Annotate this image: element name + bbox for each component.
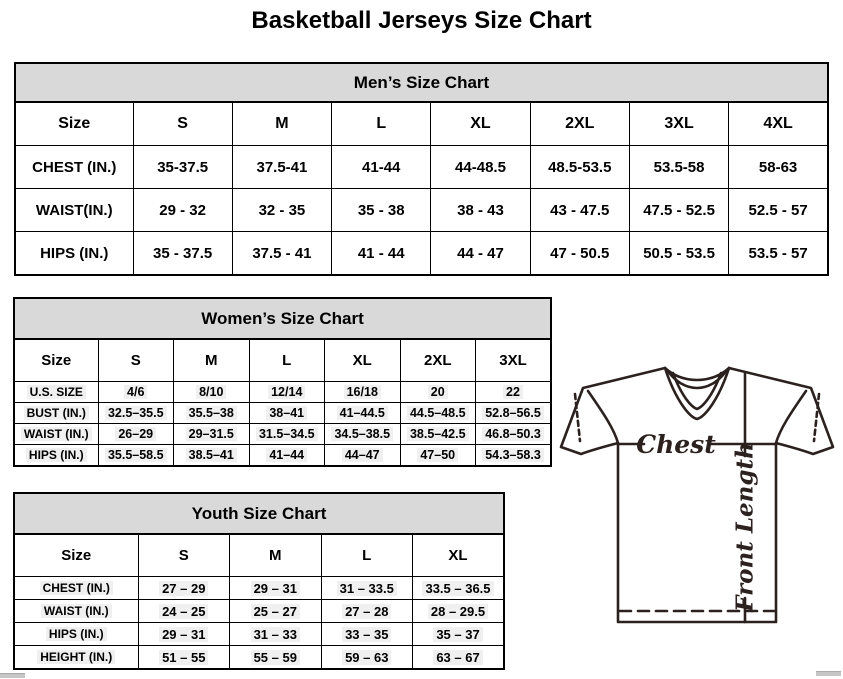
- men-column-header: M: [232, 102, 331, 146]
- men-size-value-cell: 35 - 37.5: [133, 232, 232, 276]
- women-size-value: 38.5–42.5: [407, 427, 469, 441]
- women-table-row: [14, 382, 551, 403]
- jersey-outline: [561, 368, 833, 622]
- women-size-value-cell: [174, 403, 250, 424]
- women-size-value-cell: [400, 382, 476, 403]
- men-row-label: WAIST(IN.): [15, 189, 133, 232]
- youth-size-value: 33.5 – 36.5: [422, 581, 493, 596]
- youth-size-value-cell: [230, 623, 322, 646]
- youth-row-label-text: CHEST (IN.): [40, 581, 113, 595]
- women-size-value: 35.5–38: [186, 406, 237, 420]
- youth-column-header: L: [321, 534, 413, 577]
- women-size-value: 31.5–34.5: [256, 427, 318, 441]
- women-row-label: [14, 424, 98, 445]
- youth-size-value: 63 – 67: [433, 650, 482, 665]
- men-size-value-cell: 38 - 43: [431, 189, 530, 232]
- women-size-value-cell: [400, 424, 476, 445]
- men-size-value-cell: 35-37.5: [133, 146, 232, 189]
- youth-size-value-cell: [413, 577, 505, 600]
- women-size-value-cell: [249, 382, 325, 403]
- youth-row-label: [14, 646, 138, 670]
- horizontal-scrollbar-fragment-right[interactable]: [816, 671, 841, 676]
- women-row-label-text: BUST (IN.): [24, 406, 89, 420]
- women-size-value: 34.5–38.5: [331, 427, 393, 441]
- youth-size-value-cell: [138, 577, 230, 600]
- youth-size-value-cell: [138, 646, 230, 670]
- women-size-value-cell: [325, 403, 401, 424]
- men-chart-title: Men’s Size Chart: [14, 62, 829, 103]
- youth-size-value: 27 – 28: [342, 604, 391, 619]
- youth-size-value-cell: [413, 646, 505, 670]
- men-column-header: XL: [431, 102, 530, 146]
- youth-size-value-cell: [321, 646, 413, 670]
- youth-size-table: [13, 533, 505, 670]
- men-size-value-cell: 44 - 47: [431, 232, 530, 276]
- chest-label: Chest: [636, 430, 716, 459]
- women-size-value: 22: [503, 385, 523, 399]
- youth-size-value: 24 – 25: [159, 604, 208, 619]
- youth-size-value: 33 – 35: [342, 627, 391, 642]
- women-size-value: 47–50: [417, 448, 458, 462]
- men-size-value-cell: 41-44: [332, 146, 431, 189]
- men-size-value-cell: 58-63: [729, 146, 828, 189]
- men-size-value-cell: 53.5-58: [629, 146, 728, 189]
- women-column-header: L: [249, 339, 325, 382]
- youth-size-value: 31 – 33.5: [337, 581, 397, 596]
- men-size-value-cell: 29 - 32: [133, 189, 232, 232]
- women-size-value-cell: [325, 424, 401, 445]
- women-size-value: 4/6: [124, 385, 147, 399]
- women-size-value-cell: [325, 445, 401, 467]
- women-table-row: [14, 424, 551, 445]
- youth-size-value-cell: [230, 646, 322, 670]
- women-table-row: [14, 445, 551, 467]
- women-size-value-cell: [325, 382, 401, 403]
- men-size-value-cell: 32 - 35: [232, 189, 331, 232]
- women-size-value-cell: [400, 445, 476, 467]
- youth-size-value-cell: [138, 600, 230, 623]
- men-column-header: Size: [15, 102, 133, 146]
- jersey-measurement-diagram: [557, 357, 837, 637]
- women-size-value-cell: [98, 403, 174, 424]
- youth-size-value: 29 – 31: [251, 581, 300, 596]
- women-column-header: XL: [325, 339, 401, 382]
- men-size-value-cell: 53.5 - 57: [729, 232, 828, 276]
- men-size-value-cell: 48.5-53.5: [530, 146, 629, 189]
- women-row-label-text: WAIST (IN.): [21, 427, 92, 441]
- women-size-value: 20: [428, 385, 448, 399]
- youth-size-value: 35 – 37: [433, 627, 482, 642]
- youth-size-value-cell: [321, 623, 413, 646]
- women-size-value: 44.5–48.5: [407, 406, 469, 420]
- youth-column-header: XL: [413, 534, 505, 577]
- women-size-value-cell: [249, 424, 325, 445]
- mens-size-chart: [14, 62, 829, 276]
- women-row-label: [14, 382, 98, 403]
- women-size-value: 52.8–56.5: [482, 406, 544, 420]
- women-size-value: 41–44.5: [337, 406, 388, 420]
- youth-row-label: [14, 600, 138, 623]
- women-row-label: [14, 445, 98, 467]
- women-size-value: 26–29: [115, 427, 156, 441]
- women-size-value-cell: [174, 445, 250, 467]
- womens-size-chart: [13, 297, 552, 467]
- women-size-value-cell: [400, 403, 476, 424]
- women-size-value: 46.8–50.3: [482, 427, 544, 441]
- youth-table-row: [14, 623, 504, 646]
- youth-row-label: [14, 623, 138, 646]
- women-size-value: 16/18: [344, 385, 381, 399]
- page-title: Basketball Jerseys Size Chart: [251, 7, 592, 34]
- men-table-row: [15, 189, 828, 232]
- youth-row-label-text: HEIGHT (IN.): [37, 650, 115, 664]
- youth-column-header: Size: [14, 534, 138, 577]
- women-size-value: 32.5–35.5: [105, 406, 167, 420]
- women-size-value-cell: [98, 445, 174, 467]
- youth-column-header: M: [230, 534, 322, 577]
- men-size-value-cell: 47.5 - 52.5: [629, 189, 728, 232]
- youth-row-label-text: WAIST (IN.): [41, 604, 112, 618]
- women-row-label: [14, 403, 98, 424]
- youth-size-value: 25 – 27: [251, 604, 300, 619]
- youth-size-value-cell: [230, 600, 322, 623]
- youth-size-value: 59 – 63: [342, 650, 391, 665]
- youth-column-header: S: [138, 534, 230, 577]
- women-size-value-cell: [174, 382, 250, 403]
- men-size-value-cell: 41 - 44: [332, 232, 431, 276]
- men-size-value-cell: 37.5 - 41: [232, 232, 331, 276]
- women-row-label-text: HIPS (IN.): [26, 448, 87, 462]
- women-size-table: [13, 338, 552, 467]
- women-size-value: 54.3–58.3: [482, 448, 544, 462]
- women-column-header: 2XL: [400, 339, 476, 382]
- youth-size-value-cell: [138, 623, 230, 646]
- men-size-value-cell: 35 - 38: [332, 189, 431, 232]
- youth-chart-title: Youth Size Chart: [13, 492, 505, 535]
- men-column-header: 4XL: [729, 102, 828, 146]
- youth-table-row: [14, 600, 504, 623]
- men-size-value-cell: 50.5 - 53.5: [629, 232, 728, 276]
- men-size-value-cell: 44-48.5: [431, 146, 530, 189]
- youth-table-row: [14, 646, 504, 670]
- women-size-value: 29–31.5: [186, 427, 237, 441]
- men-column-header: 2XL: [530, 102, 629, 146]
- men-column-header: L: [332, 102, 431, 146]
- women-size-value-cell: [174, 424, 250, 445]
- women-size-value-cell: [249, 445, 325, 467]
- men-table-row: [15, 232, 828, 276]
- youth-size-value: 31 – 33: [251, 627, 300, 642]
- youth-size-value-cell: [230, 577, 322, 600]
- women-column-header: M: [174, 339, 250, 382]
- women-table-row: [14, 403, 551, 424]
- women-size-value-cell: [476, 382, 552, 403]
- women-size-value-cell: [98, 382, 174, 403]
- youth-size-chart: [13, 492, 505, 670]
- youth-table-row: [14, 577, 504, 600]
- women-column-header: 3XL: [476, 339, 552, 382]
- men-column-header: 3XL: [629, 102, 728, 146]
- men-size-value-cell: 43 - 47.5: [530, 189, 629, 232]
- women-column-header: Size: [14, 339, 98, 382]
- youth-row-label-text: HIPS (IN.): [46, 627, 107, 641]
- women-size-value: 38–41: [266, 406, 307, 420]
- women-size-value-cell: [476, 403, 552, 424]
- women-size-value: 41–44: [266, 448, 307, 462]
- left-sleeve-seam: [588, 391, 618, 443]
- women-size-value: 38.5–41: [186, 448, 237, 462]
- youth-size-value: 28 – 29.5: [428, 604, 488, 619]
- women-size-value: 12/14: [268, 385, 305, 399]
- youth-size-value: 51 – 55: [159, 650, 208, 665]
- women-size-value: 8/10: [196, 385, 226, 399]
- women-column-header: S: [98, 339, 174, 382]
- right-sleeve-seam: [776, 391, 806, 443]
- youth-size-value-cell: [321, 600, 413, 623]
- front-length-label: Front Length: [731, 442, 759, 612]
- men-size-value-cell: 47 - 50.5: [530, 232, 629, 276]
- youth-size-value-cell: [413, 623, 505, 646]
- men-size-value-cell: 52.5 - 57: [729, 189, 828, 232]
- youth-size-value: 27 – 29: [159, 581, 208, 596]
- men-table-row: [15, 146, 828, 189]
- men-column-header: S: [133, 102, 232, 146]
- women-size-value-cell: [476, 445, 552, 467]
- youth-row-label: [14, 577, 138, 600]
- youth-size-value-cell: [321, 577, 413, 600]
- women-size-value-cell: [476, 424, 552, 445]
- women-size-value-cell: [98, 424, 174, 445]
- horizontal-scrollbar-fragment-left[interactable]: [0, 673, 25, 678]
- women-chart-title: Women’s Size Chart: [13, 297, 552, 340]
- men-row-label: HIPS (IN.): [15, 232, 133, 276]
- women-size-value: 44–47: [342, 448, 383, 462]
- women-size-value-cell: [249, 403, 325, 424]
- men-size-table: [14, 101, 829, 276]
- women-row-label-text: U.S. SIZE: [27, 385, 86, 399]
- youth-size-value: 29 – 31: [159, 627, 208, 642]
- men-row-label: CHEST (IN.): [15, 146, 133, 189]
- women-size-value: 35.5–58.5: [105, 448, 167, 462]
- men-size-value-cell: 37.5-41: [232, 146, 331, 189]
- youth-size-value-cell: [413, 600, 505, 623]
- youth-size-value: 55 – 59: [251, 650, 300, 665]
